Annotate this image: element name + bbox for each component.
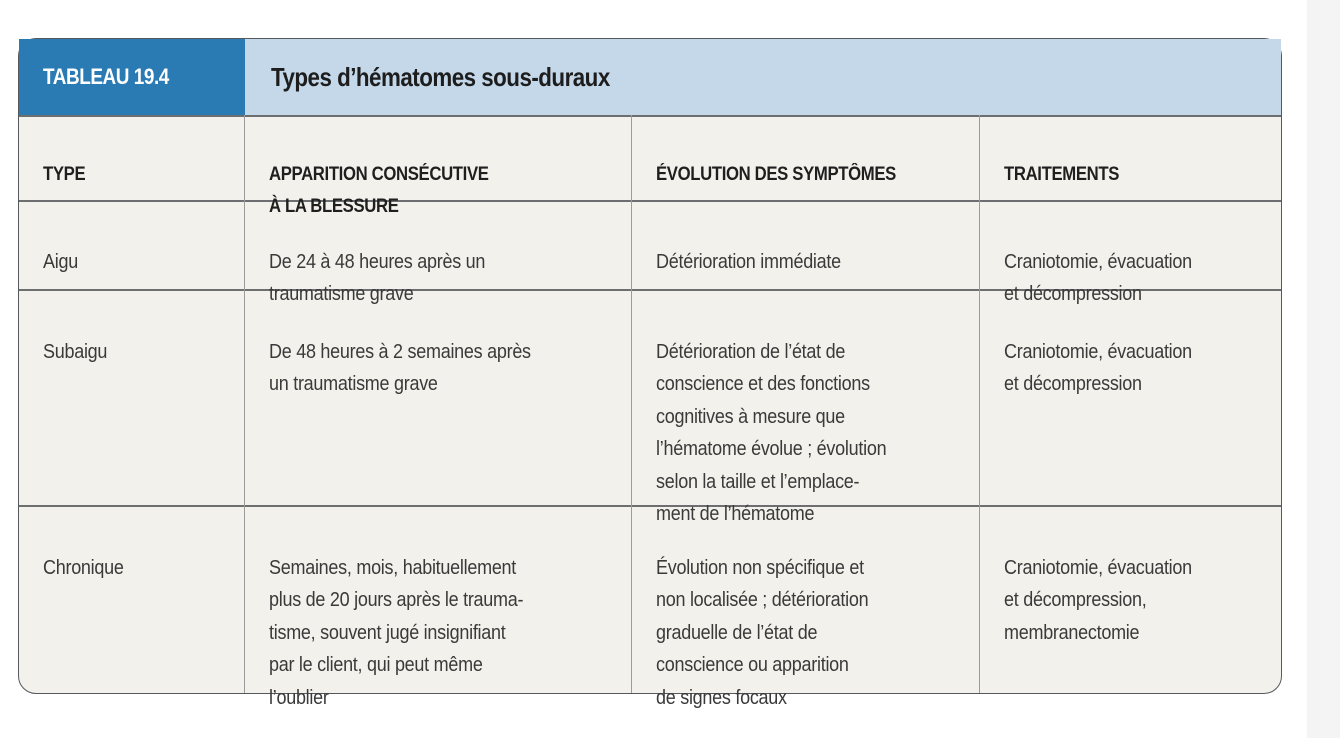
column-header-type: TYPE bbox=[43, 164, 86, 185]
table-number-badge: TABLEAU 19.4 bbox=[19, 39, 245, 115]
cell-evolution: Détérioration immédiate bbox=[656, 250, 841, 273]
cell-type: Aigu bbox=[43, 250, 78, 273]
cell-type: Chronique bbox=[43, 556, 124, 579]
data-table bbox=[18, 38, 1282, 709]
cell-evolution: Évolution non spécifique et non localisée ; détérioration graduelle de l’état de conscience ou apparition de signes focaux bbox=[656, 556, 869, 709]
column-header-evolution: ÉVOLUTION DES SYMPTÔMES bbox=[656, 164, 896, 185]
header-bottom-divider bbox=[19, 200, 1281, 202]
cell-treatment: Craniotomie, évacuation et décompression bbox=[1004, 250, 1192, 305]
cell-onset: De 48 heures à 2 semaines après un traumatisme grave bbox=[269, 340, 531, 395]
table-title-bar bbox=[19, 39, 1281, 115]
column-header-onset: APPARITION CONSÉCUTIVE À LA BLESSURE bbox=[269, 164, 489, 217]
cell-treatment: Craniotomie, évacuation et décompression bbox=[1004, 340, 1192, 395]
column-header-treatment: TRAITEMENTS bbox=[1004, 164, 1120, 185]
table-title: Types d’hématomes sous-duraux bbox=[245, 39, 1281, 115]
cell-treatment: Craniotomie, évacuation et décompression, membranectomie bbox=[1004, 556, 1192, 644]
header-top-divider bbox=[19, 115, 1281, 117]
cell-onset: De 24 à 48 heures après un traumatisme grave bbox=[269, 250, 486, 305]
page-margin-strip bbox=[1307, 0, 1340, 738]
cell-type: Subaigu bbox=[43, 340, 108, 363]
cell-evolution: Détérioration de l’état de conscience et des fonctions cognitives à mesure que l’hématome évolue ; évolution selon la taille et l’emplace- ment de l’hématome bbox=[656, 340, 887, 525]
cell-onset: Semaines, mois, habituellement plus de 20 jours après le trauma- tisme, souvent jugé insignifiant par le client, qui peut même l’oublier bbox=[269, 556, 524, 709]
